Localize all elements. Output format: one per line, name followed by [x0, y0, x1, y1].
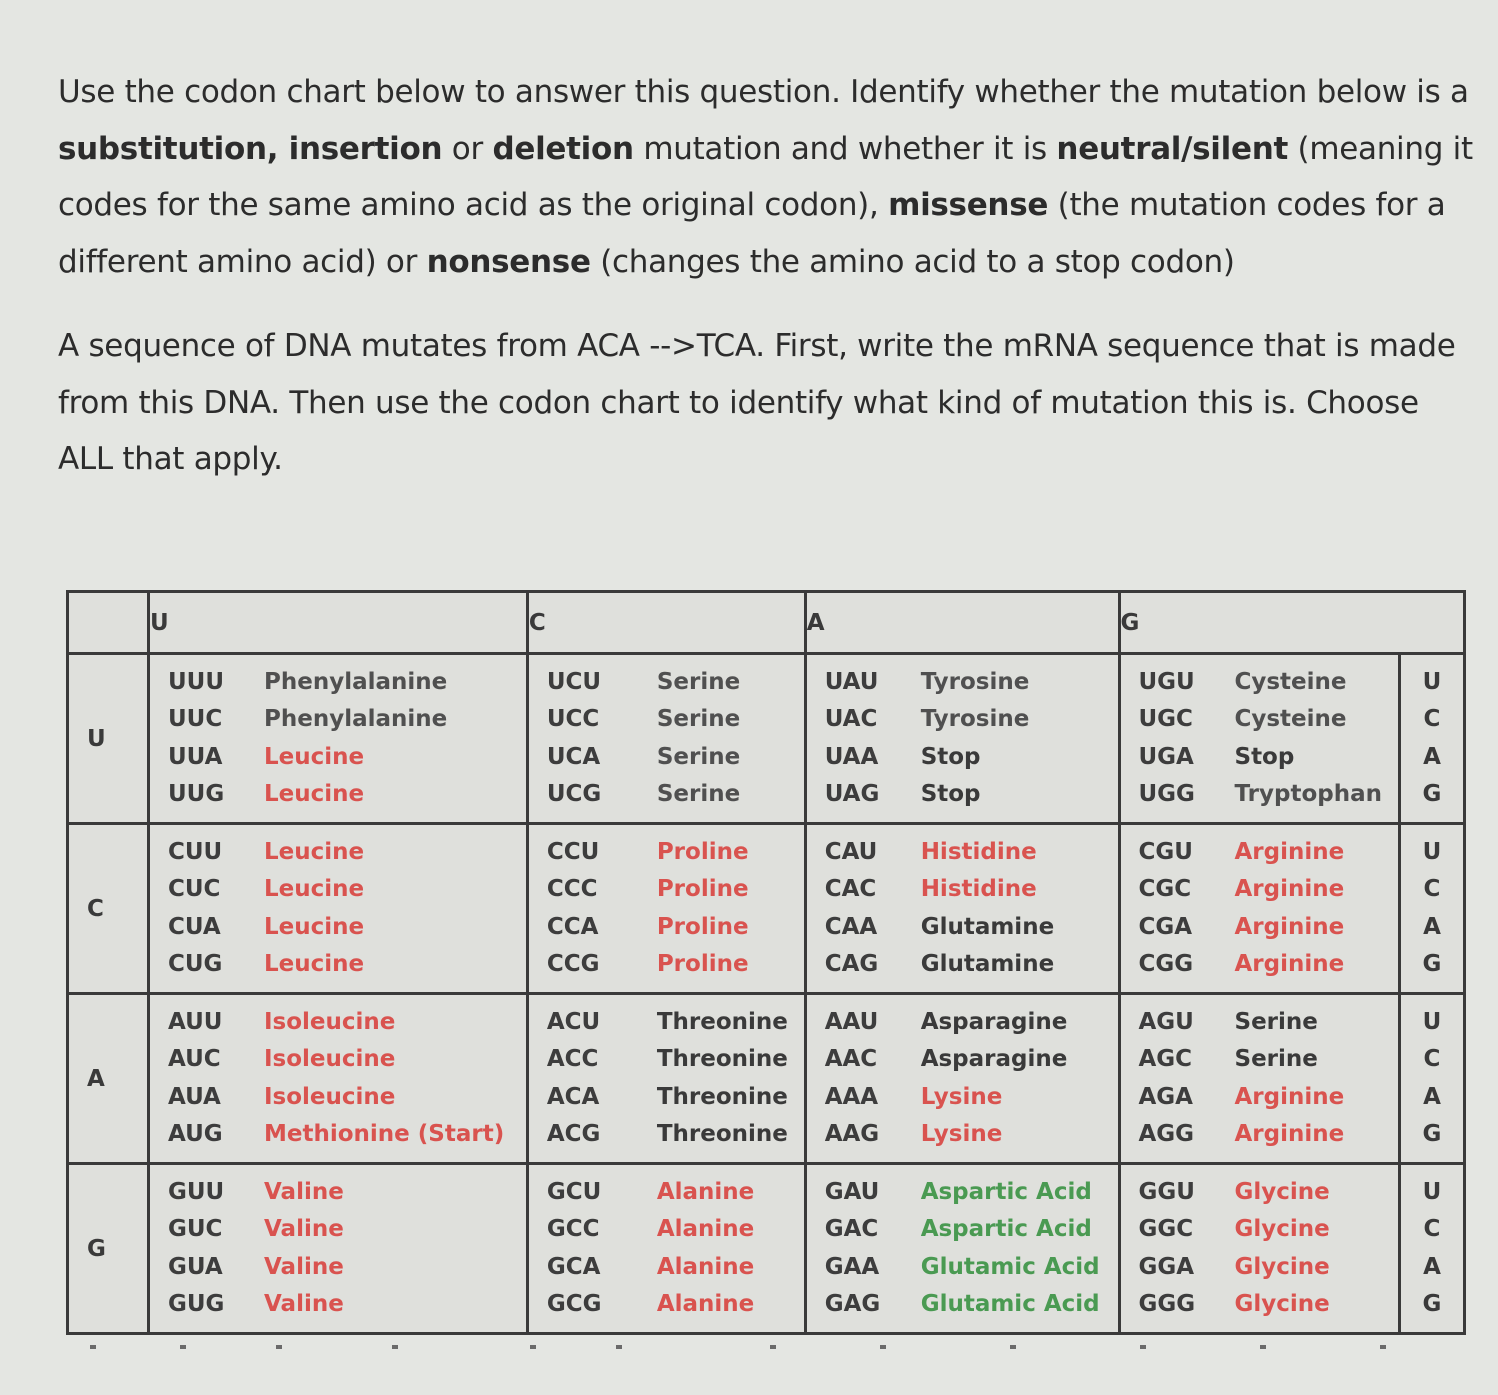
codon-entry: [168, 946, 526, 984]
codon: CAC: [824, 876, 877, 902]
question-text-segment: (meaning it codes for the same amino acid as the original codon),: [58, 130, 1473, 223]
codon-entry: [547, 1079, 804, 1117]
codon-entry: [168, 664, 526, 702]
codon-chart: [66, 590, 1466, 1335]
amino-acid: Proline: [656, 838, 749, 865]
codon-entry: [168, 1004, 526, 1042]
codon: AAU: [824, 1008, 879, 1035]
col-header-c: C: [527, 592, 805, 654]
tick-mark: [880, 1345, 886, 1349]
codon: GAU: [824, 1178, 880, 1205]
codon: AUC: [168, 1046, 221, 1072]
amino-acid: Leucine: [264, 838, 365, 865]
tick-mark: [530, 1345, 536, 1349]
third-base-labels: [1400, 994, 1465, 1164]
codon: GUA: [168, 1253, 223, 1280]
amino-acid: Arginine: [1234, 876, 1345, 902]
codon-block: [805, 654, 1119, 824]
codon-entry: [168, 1079, 526, 1117]
codon: GAA: [824, 1253, 880, 1280]
codon-block: [527, 1164, 805, 1334]
codon: UGG: [1138, 781, 1195, 807]
codon: AUA: [168, 1083, 221, 1110]
codon-entry: [547, 1286, 804, 1324]
amino-acid: Isoleucine: [264, 1083, 396, 1110]
amino-acid: Serine: [656, 706, 741, 732]
amino-acid: Stop: [1234, 743, 1295, 770]
codon-row-g: [68, 1164, 1465, 1334]
amino-acid: Histidine: [920, 838, 1037, 865]
codon: CAU: [824, 838, 878, 865]
codon-entry: [1139, 1174, 1399, 1212]
codon-entry: [825, 871, 1118, 909]
amino-acid: Phenylalanine: [264, 668, 448, 695]
codon: UCU: [546, 668, 602, 695]
codon-block: [805, 824, 1119, 994]
amino-acid: Glutamine: [920, 951, 1055, 977]
amino-acid: Tyrosine: [920, 706, 1030, 732]
codon: AUU: [168, 1008, 223, 1035]
codon: UAU: [824, 668, 879, 695]
codon: UCG: [546, 781, 602, 807]
codon-entry: [168, 1174, 526, 1212]
codon: CUG: [168, 951, 223, 977]
amino-acid: Valine: [264, 1291, 344, 1317]
codon-entry: [547, 871, 804, 909]
codon-entry: [1139, 834, 1399, 872]
amino-acid: Proline: [656, 913, 749, 940]
codon: GCC: [546, 1216, 600, 1242]
amino-acid: Glutamic Acid: [920, 1291, 1100, 1317]
amino-acid: Isoleucine: [264, 1046, 396, 1072]
codon-entry: [825, 1116, 1118, 1154]
third-base-label: G: [1422, 1291, 1442, 1317]
codon-entry: [547, 909, 804, 947]
amino-acid: Alanine: [656, 1178, 755, 1205]
third-base-labels: [1400, 824, 1465, 994]
codon-entry: [547, 1116, 804, 1154]
amino-acid: Proline: [656, 951, 749, 977]
codon-entry: [1139, 1211, 1399, 1249]
codon: AAG: [824, 1121, 880, 1147]
codon: GUG: [168, 1291, 225, 1317]
codon-block: [149, 1164, 528, 1334]
amino-acid: Aspartic Acid: [920, 1178, 1092, 1205]
amino-acid: Cysteine: [1234, 706, 1347, 732]
codon-entry: [1139, 701, 1399, 739]
codon: ACC: [546, 1046, 599, 1072]
tick-mark: [1380, 1345, 1386, 1349]
first-base-label: G: [68, 1164, 149, 1334]
codon-entry: [825, 1079, 1118, 1117]
codon-entry: [168, 834, 526, 872]
codon: CUU: [168, 838, 223, 865]
amino-acid: Tyrosine: [920, 668, 1030, 695]
codon: CCG: [546, 951, 600, 977]
codon: AGA: [1138, 1083, 1193, 1110]
question-text-segment: or: [442, 130, 493, 167]
codon-entry: [547, 1211, 804, 1249]
amino-acid: Phenylalanine: [264, 706, 448, 732]
amino-acid: Leucine: [264, 913, 365, 940]
amino-acid: Threonine: [656, 1083, 788, 1110]
term-neutral-silent: neutral/silent: [1056, 130, 1288, 167]
codon-row-c: [68, 824, 1465, 994]
codon: CUC: [168, 876, 221, 902]
third-base-label: U: [1422, 1008, 1442, 1035]
codon-entry: [547, 739, 804, 777]
amino-acid: Valine: [264, 1178, 344, 1205]
codon: AAC: [824, 1046, 878, 1072]
codon-entry: [825, 776, 1118, 814]
codon: UAG: [824, 781, 880, 807]
codon-entry: [168, 1286, 526, 1324]
codon: CGA: [1138, 913, 1193, 940]
codon-block: [527, 824, 805, 994]
third-base-label: C: [1423, 706, 1441, 732]
codon-entry: [547, 776, 804, 814]
amino-acid: Glutamine: [920, 913, 1055, 940]
codon-entry: [547, 946, 804, 984]
amino-acid: Asparagine: [920, 1008, 1068, 1035]
amino-acid: Glycine: [1234, 1178, 1330, 1205]
third-base-labels: [1400, 654, 1465, 824]
codon: UCA: [546, 743, 601, 770]
codon-entry: [1139, 909, 1399, 947]
third-base-label: A: [1423, 743, 1441, 770]
tick-mark: [616, 1345, 622, 1349]
amino-acid: Methionine (Start): [264, 1121, 505, 1147]
codon-block: [1119, 654, 1400, 824]
codon: GGG: [1138, 1291, 1196, 1317]
codon: GGC: [1138, 1216, 1194, 1242]
codon-chart-header: [68, 592, 1465, 654]
codon: GAG: [824, 1291, 881, 1317]
codon-entry: [168, 1041, 526, 1079]
question-text-segment: (changes the amino acid to a stop codon): [590, 243, 1235, 280]
codon: GCA: [546, 1253, 601, 1280]
corner-cell: [68, 592, 149, 654]
codon-block: [805, 1164, 1119, 1334]
codon-entry: [1139, 1041, 1399, 1079]
codon-entry: [1139, 871, 1399, 909]
third-base-label: C: [1423, 1216, 1441, 1242]
amino-acid: Leucine: [264, 743, 365, 770]
codon-entry: [1139, 664, 1399, 702]
codon-entry: [825, 1174, 1118, 1212]
codon: GCU: [546, 1178, 602, 1205]
tick-mark: [276, 1345, 282, 1349]
codon: UUU: [168, 668, 225, 695]
amino-acid: Arginine: [1234, 838, 1345, 865]
tick-mark: [180, 1345, 186, 1349]
term-substitution-insertion: substitution, insertion: [58, 130, 443, 167]
amino-acid: Tryptophan: [1234, 781, 1382, 807]
amino-acid: Aspartic Acid: [920, 1216, 1092, 1242]
codon-entry: [547, 834, 804, 872]
amino-acid: Alanine: [656, 1291, 755, 1317]
codon: GGU: [1138, 1178, 1195, 1205]
third-base-label: U: [1422, 668, 1442, 695]
third-base-label: G: [1422, 1121, 1442, 1147]
codon: UGC: [1138, 706, 1193, 732]
codon: AGG: [1138, 1121, 1195, 1147]
codon-entry: [168, 701, 526, 739]
tick-mark: [392, 1345, 398, 1349]
amino-acid: Threonine: [656, 1121, 788, 1147]
codon-entry: [825, 701, 1118, 739]
amino-acid: Leucine: [264, 876, 365, 902]
codon: CCC: [546, 876, 598, 902]
codon-entry: [547, 664, 804, 702]
amino-acid: Glycine: [1234, 1253, 1330, 1280]
codon-entry: [1139, 1286, 1399, 1324]
codon-entry: [1139, 739, 1399, 777]
codon-entry: [825, 1249, 1118, 1287]
amino-acid: Stop: [920, 781, 981, 807]
codon: AUG: [168, 1121, 223, 1147]
codon: AAA: [824, 1083, 879, 1110]
codon-chart-body: [68, 654, 1465, 1334]
amino-acid: Cysteine: [1234, 668, 1347, 695]
amino-acid: Arginine: [1234, 951, 1345, 977]
amino-acid: Serine: [656, 781, 741, 807]
question-paragraph-2: A sequence of DNA mutates from ACA -->TCA. First, write the mRNA sequence that is made from this DNA. Then use the codon chart to identify what kind of mutation this is. Choose ALL that apply.: [58, 328, 1456, 477]
codon: UGA: [1138, 743, 1194, 770]
codon-entry: [168, 776, 526, 814]
question-text-segment: Use the codon chart below to answer this question. Identify whether the mutation below is a: [58, 74, 1469, 110]
third-base-label: C: [1423, 876, 1441, 902]
amino-acid: Lysine: [920, 1121, 1003, 1147]
third-base-label: A: [1423, 1083, 1441, 1110]
codon-entry: [825, 739, 1118, 777]
amino-acid: Threonine: [656, 1046, 788, 1072]
amino-acid: Threonine: [656, 1008, 788, 1035]
codon: CAG: [824, 951, 879, 977]
first-base-label: U: [68, 654, 149, 824]
amino-acid: Valine: [264, 1216, 344, 1242]
codon-entry: [825, 946, 1118, 984]
amino-acid: Serine: [1234, 1046, 1318, 1072]
third-base-label: G: [1422, 781, 1442, 807]
amino-acid: Asparagine: [920, 1046, 1068, 1072]
codon: CGU: [1138, 838, 1193, 865]
codon: CCA: [546, 913, 599, 940]
third-base-labels: [1400, 1164, 1465, 1334]
codon-entry: [168, 1211, 526, 1249]
term-missense: missense: [888, 187, 1049, 223]
codon: UAA: [824, 743, 879, 770]
codon-block: [1119, 994, 1400, 1164]
codon-entry: [1139, 1004, 1399, 1042]
codon: UUA: [168, 743, 223, 770]
third-base-label: A: [1423, 1253, 1441, 1280]
codon-entry: [547, 1004, 804, 1042]
codon: AGU: [1138, 1008, 1194, 1035]
amino-acid: Stop: [920, 743, 981, 770]
codon-entry: [1139, 776, 1399, 814]
codon-entry: [1139, 946, 1399, 984]
amino-acid: Proline: [656, 876, 749, 902]
codon: CGG: [1138, 951, 1194, 977]
codon: CAA: [824, 913, 878, 940]
codon-block: [149, 654, 528, 824]
codon: ACU: [546, 1008, 601, 1035]
tick-mark: [1140, 1345, 1146, 1349]
codon: UAC: [824, 706, 878, 732]
codon: CUA: [168, 913, 221, 940]
tick-mark: [1010, 1345, 1016, 1349]
codon-entry: [547, 1041, 804, 1079]
codon-block: [1119, 824, 1400, 994]
amino-acid: Alanine: [656, 1253, 755, 1280]
codon-block: [149, 994, 528, 1164]
codon: UGU: [1138, 668, 1195, 695]
codon-block: [527, 654, 805, 824]
tick-mark: [1260, 1345, 1266, 1349]
codon: UUG: [168, 781, 225, 807]
question-paragraph-1: [58, 64, 1478, 290]
amino-acid: Histidine: [920, 876, 1037, 902]
codon-entry: [168, 1116, 526, 1154]
amino-acid: Leucine: [264, 951, 365, 977]
term-deletion: deletion: [492, 130, 634, 167]
third-base-label: C: [1423, 1046, 1441, 1072]
codon-entry: [825, 1286, 1118, 1324]
codon-entry: [547, 1249, 804, 1287]
codon-entry: [825, 1041, 1118, 1079]
amino-acid: Glycine: [1234, 1216, 1330, 1242]
amino-acid: Lysine: [920, 1083, 1003, 1110]
codon-row-a: [68, 994, 1465, 1164]
question-text-segment: (the mutation codes for a different amino acid) or: [58, 187, 1446, 280]
tick-mark: [770, 1345, 776, 1349]
amino-acid: Valine: [264, 1253, 344, 1280]
codon: AGC: [1138, 1046, 1193, 1072]
codon-entry: [547, 1174, 804, 1212]
codon: CGC: [1138, 876, 1192, 902]
third-base-label: U: [1422, 1178, 1442, 1205]
codon-entry: [825, 1004, 1118, 1042]
codon-entry: [825, 664, 1118, 702]
cropped-bottom-edge: [80, 1345, 1460, 1353]
codon: ACG: [546, 1121, 601, 1147]
codon: GUC: [168, 1216, 223, 1242]
amino-acid: Glutamic Acid: [920, 1253, 1100, 1280]
codon-entry: [1139, 1116, 1399, 1154]
amino-acid: Glycine: [1234, 1291, 1330, 1317]
codon-entry: [168, 871, 526, 909]
third-base-label: U: [1422, 838, 1442, 865]
amino-acid: Isoleucine: [264, 1008, 396, 1035]
codon-entry: [1139, 1249, 1399, 1287]
codon-row-u: [68, 654, 1465, 824]
codon-entry: [825, 1211, 1118, 1249]
first-base-label: A: [68, 994, 149, 1164]
codon-block: [149, 824, 528, 994]
amino-acid: Leucine: [264, 781, 365, 807]
codon: GCG: [546, 1291, 602, 1317]
amino-acid: Arginine: [1234, 1121, 1345, 1147]
codon: CCU: [546, 838, 600, 865]
codon-entry: [825, 909, 1118, 947]
codon-entry: [168, 909, 526, 947]
codon-entry: [168, 739, 526, 777]
codon: GUU: [168, 1178, 225, 1205]
codon: GGA: [1138, 1253, 1195, 1280]
third-base-label: A: [1423, 913, 1441, 940]
amino-acid: Arginine: [1234, 1083, 1345, 1110]
question-text-segment: mutation and whether it is: [633, 130, 1057, 167]
codon: UUC: [168, 706, 223, 732]
first-base-label: C: [68, 824, 149, 994]
codon: ACA: [546, 1083, 600, 1110]
tick-mark: [90, 1345, 96, 1349]
amino-acid: Serine: [656, 668, 741, 695]
codon-entry: [547, 701, 804, 739]
codon: GAC: [824, 1216, 879, 1242]
amino-acid: Arginine: [1234, 913, 1345, 940]
col-header-u: U: [149, 592, 528, 654]
third-base-label: G: [1422, 951, 1442, 977]
amino-acid: Alanine: [656, 1216, 755, 1242]
col-header-a: A: [805, 592, 1119, 654]
codon-entry: [825, 834, 1118, 872]
codon-block: [805, 994, 1119, 1164]
codon: UCC: [546, 706, 600, 732]
term-nonsense: nonsense: [426, 243, 591, 280]
col-header-g: G: [1119, 592, 1465, 654]
codon-block: [527, 994, 805, 1164]
codon-entry: [168, 1249, 526, 1287]
question-text: [58, 64, 1478, 488]
amino-acid: Serine: [1234, 1008, 1318, 1035]
amino-acid: Serine: [656, 743, 741, 770]
codon-block: [1119, 1164, 1400, 1334]
codon-entry: [1139, 1079, 1399, 1117]
